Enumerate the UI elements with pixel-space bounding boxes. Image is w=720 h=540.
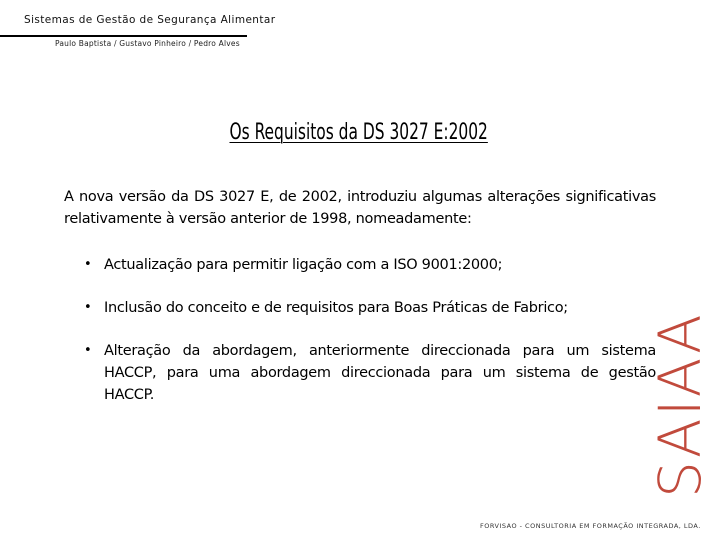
intro-paragraph: A nova versão da DS 3027 E, de 2002, introduziu algumas alterações significativas relativamente à versão anterior de 1998, nomeadamente: (64, 189, 656, 227)
bullet-list (84, 254, 656, 427)
header-title: Sistemas de Gestão de Segurança Alimentar (24, 14, 276, 26)
bullet-text: Alteração da abordagem, anteriormente direccionada para um sistema HACCP, para uma abordagem direccionada para um sistema de gestão HACCP. (104, 343, 656, 403)
bullet-text: Actualização para permitir ligação com a ISO 9001:2000; (104, 257, 503, 273)
saiaa-logo: SAIAA (646, 312, 714, 498)
bullet-icon: • (84, 300, 92, 315)
list-item (84, 297, 656, 319)
list-item (84, 340, 656, 406)
header-authors: Paulo Baptista / Gustavo Pinheiro / Pedro Alves (55, 39, 240, 48)
slide-title: Os Requisitos da DS 3027 E:2002 (229, 120, 488, 145)
footer-company: FORVISAO - CONSULTORIA EM FORMAÇÃO INTEGRADA, LDA. (480, 522, 701, 530)
list-item (84, 254, 656, 276)
bullet-icon: • (84, 257, 92, 272)
header-divider (0, 35, 247, 37)
bullet-icon: • (84, 343, 92, 358)
bullet-text: Inclusão do conceito e de requisitos para Boas Práticas de Fabrico; (104, 300, 568, 316)
